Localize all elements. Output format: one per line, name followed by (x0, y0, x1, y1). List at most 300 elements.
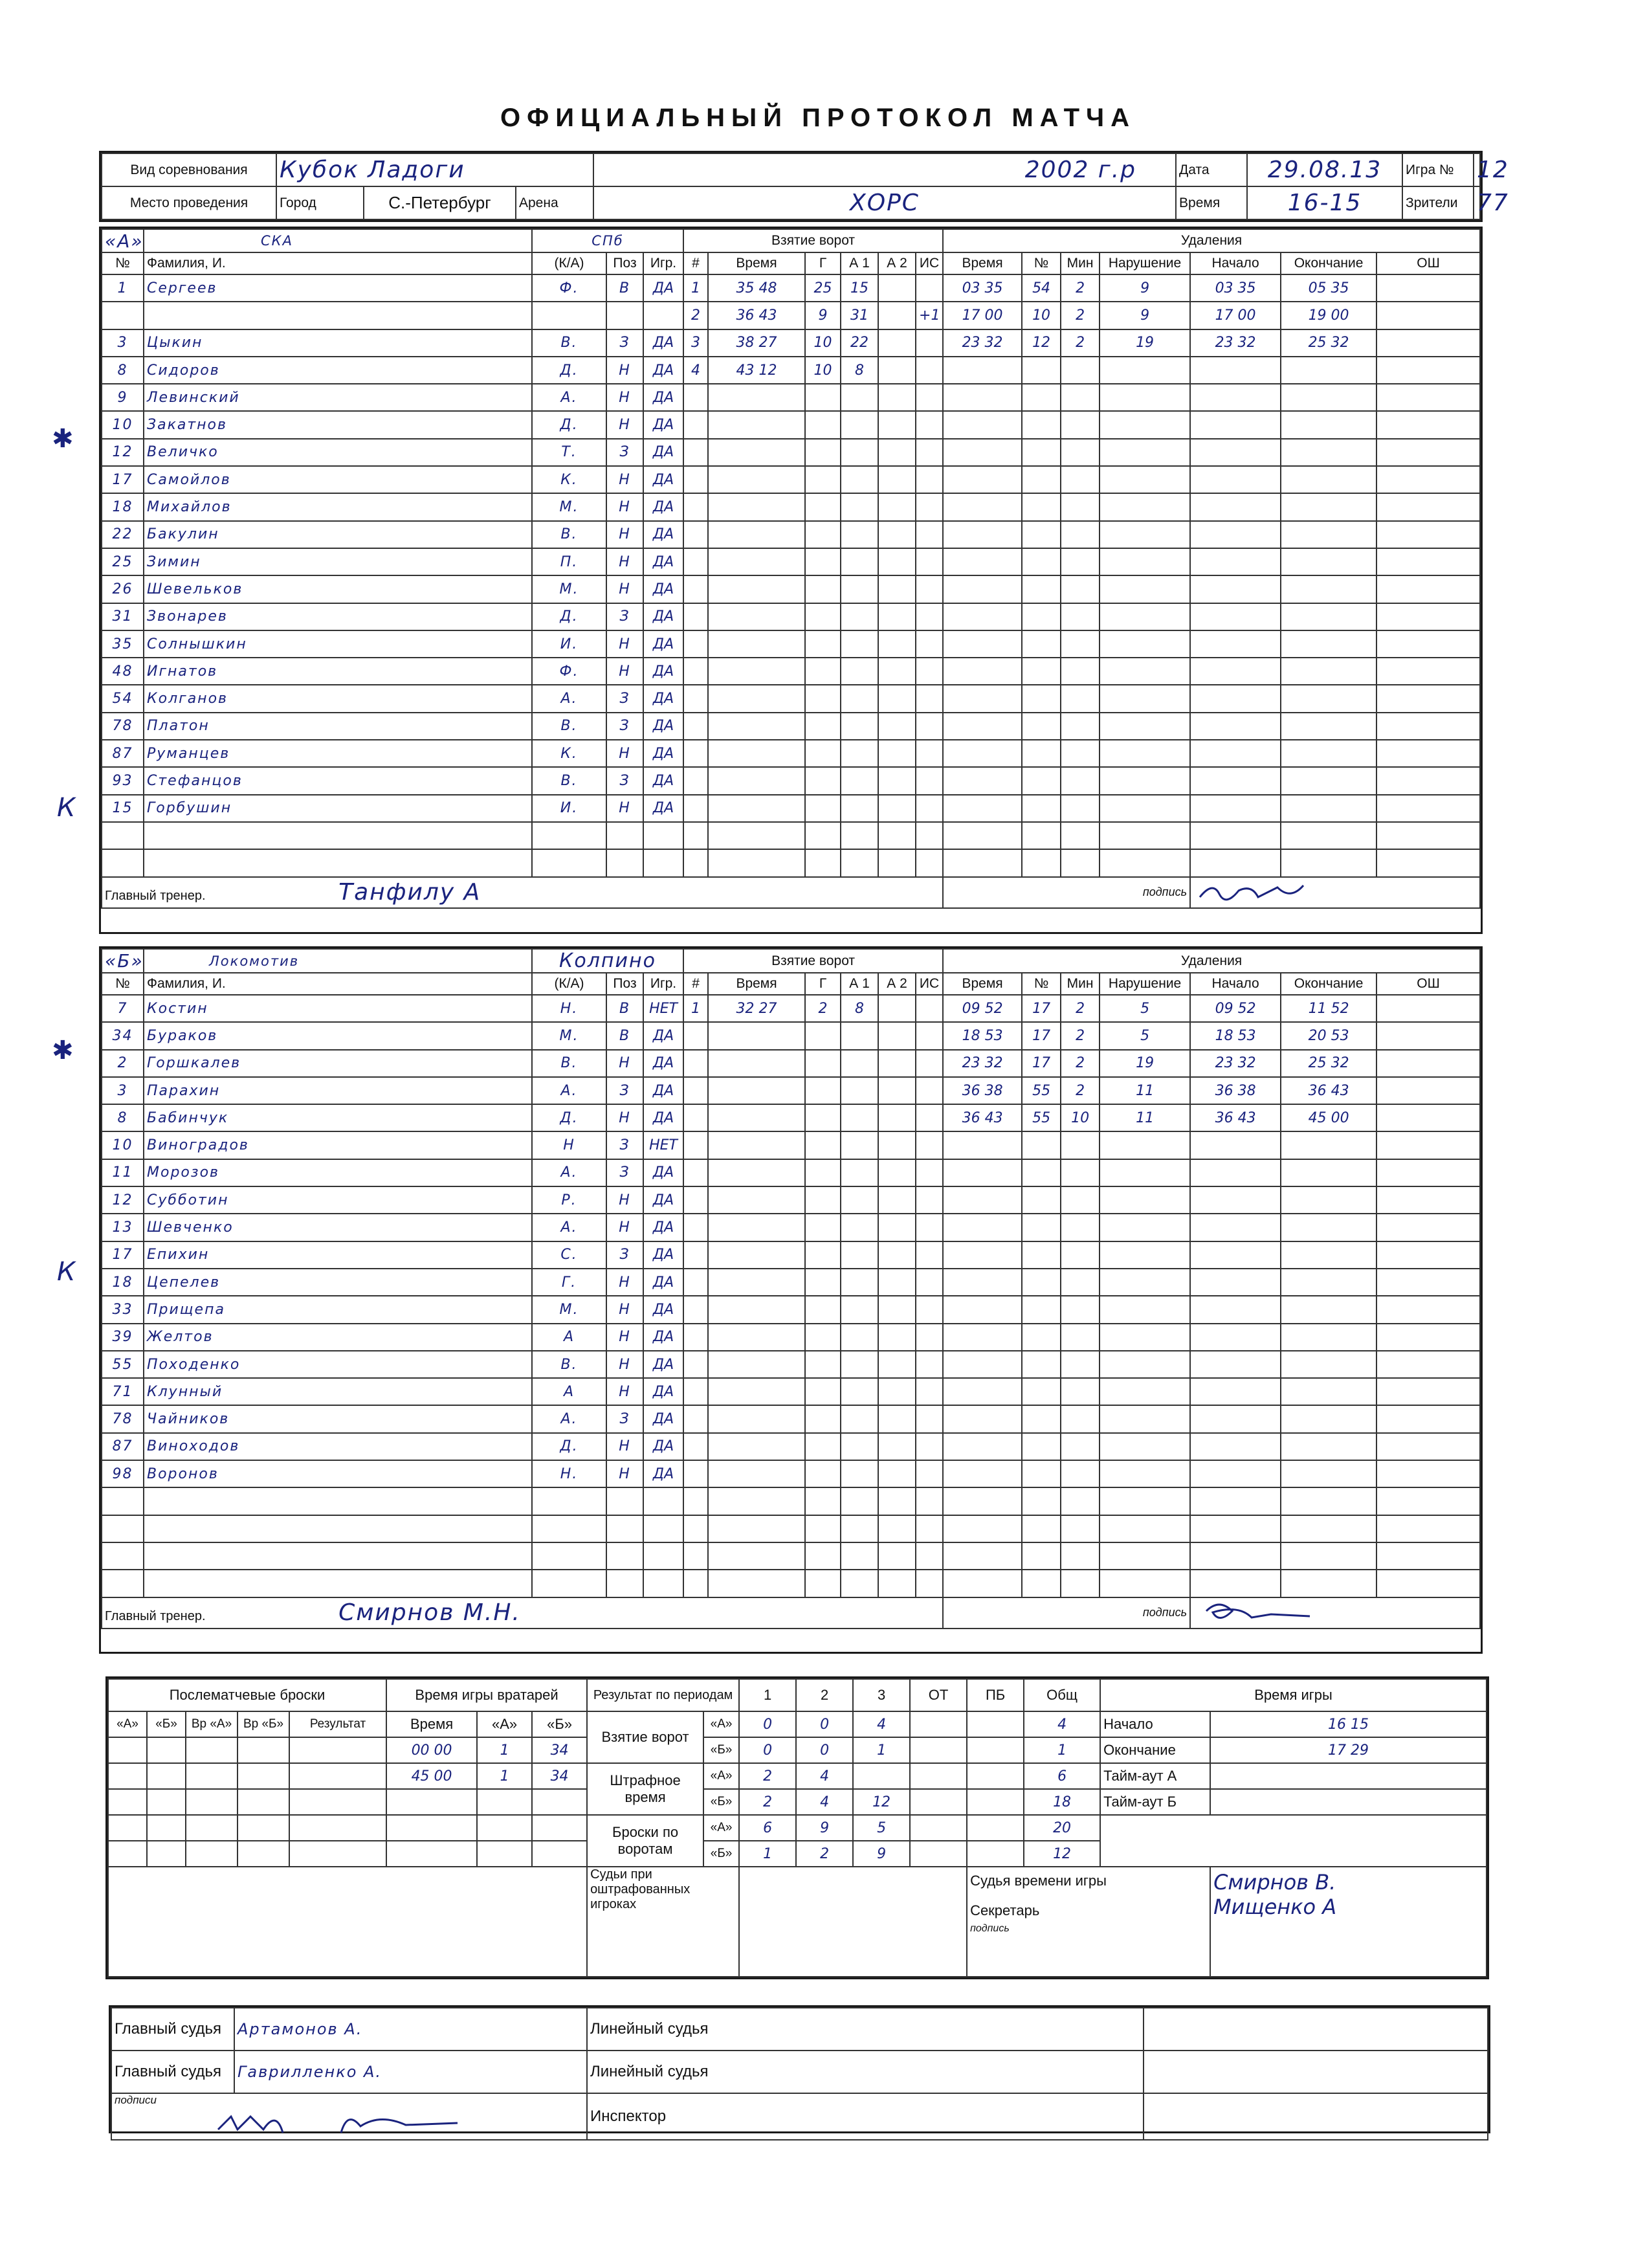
penalty-start[interactable]: 36 43 (1190, 1104, 1281, 1131)
goal-assist-2[interactable] (878, 357, 916, 384)
goal-assist-2[interactable] (878, 630, 916, 658)
team-b-coach-signature[interactable] (1190, 1597, 1480, 1629)
player-number[interactable]: 7 (102, 995, 144, 1022)
player-initial[interactable]: И. (532, 630, 606, 658)
penalty-player[interactable] (1022, 767, 1061, 794)
penalty-time[interactable] (943, 713, 1022, 740)
goal-scorer[interactable] (805, 1324, 841, 1351)
linesman-2-value[interactable] (1144, 2051, 1488, 2093)
goal-assist-1[interactable] (841, 1269, 878, 1296)
player-number[interactable]: 18 (102, 1269, 144, 1296)
penalty-start[interactable] (1190, 411, 1281, 438)
player-name[interactable]: Морозов (144, 1159, 532, 1186)
competition-value[interactable]: Кубок Ладоги (276, 153, 593, 186)
goal-situation[interactable]: +1 (916, 302, 943, 329)
goal-time[interactable] (708, 849, 805, 876)
goal-scorer[interactable] (805, 411, 841, 438)
player-played[interactable]: ДА (643, 1433, 683, 1460)
player-position[interactable]: Н (606, 493, 643, 520)
penalty-foul[interactable]: 5 (1100, 1022, 1190, 1049)
goal-assist-1[interactable] (841, 1515, 878, 1542)
goal-number[interactable] (683, 1433, 708, 1460)
penalty-time[interactable] (943, 439, 1022, 466)
pim-a-p2[interactable]: 4 (796, 1763, 853, 1789)
goal-assist-1[interactable] (841, 1214, 878, 1241)
player-played[interactable]: ДА (643, 548, 683, 575)
goal-situation[interactable] (916, 1542, 943, 1570)
penalty-osh[interactable] (1376, 658, 1480, 685)
goal-time[interactable] (708, 713, 805, 740)
penalty-foul[interactable] (1100, 1159, 1190, 1186)
penalty-osh[interactable] (1376, 357, 1480, 384)
goal-scorer[interactable] (805, 1241, 841, 1269)
player-number[interactable] (102, 1515, 144, 1542)
goal-assist-1[interactable] (841, 1324, 878, 1351)
penalty-time[interactable] (943, 822, 1022, 849)
pim-b-total[interactable]: 18 (1024, 1789, 1100, 1815)
goal-scorer[interactable] (805, 1296, 841, 1323)
gk-cell[interactable] (386, 1815, 477, 1841)
player-position[interactable]: Н (606, 548, 643, 575)
goal-assist-1[interactable]: 8 (841, 357, 878, 384)
goal-situation[interactable] (916, 1077, 943, 1104)
penalty-player[interactable]: 55 (1022, 1077, 1061, 1104)
goal-assist-1[interactable] (841, 493, 878, 520)
goal-number[interactable] (683, 1269, 708, 1296)
player-initial[interactable]: М. (532, 575, 606, 603)
penalty-start[interactable] (1190, 849, 1281, 876)
player-played[interactable]: ДА (643, 1405, 683, 1432)
goals-b-total[interactable]: 1 (1024, 1737, 1100, 1763)
team-b-city[interactable]: Колпино (532, 949, 683, 973)
goal-time[interactable] (708, 548, 805, 575)
goal-situation[interactable] (916, 1405, 943, 1432)
shootout-cell[interactable] (289, 1815, 386, 1841)
goal-scorer[interactable] (805, 1186, 841, 1214)
goal-scorer[interactable] (805, 1159, 841, 1186)
penalty-time[interactable] (943, 685, 1022, 712)
goal-time[interactable] (708, 1570, 805, 1597)
goal-assist-1[interactable] (841, 548, 878, 575)
penalty-start[interactable] (1190, 713, 1281, 740)
penalty-minutes[interactable]: 2 (1061, 329, 1100, 357)
player-played[interactable]: ДА (643, 575, 683, 603)
penalty-time[interactable] (943, 466, 1022, 493)
goal-situation[interactable] (916, 411, 943, 438)
goal-scorer[interactable] (805, 658, 841, 685)
shootout-cell[interactable] (108, 1763, 147, 1789)
shootout-cell[interactable] (186, 1737, 238, 1763)
penalty-time[interactable]: 18 53 (943, 1022, 1022, 1049)
penalty-osh[interactable] (1376, 1405, 1480, 1432)
player-initial[interactable]: П. (532, 548, 606, 575)
goal-number[interactable] (683, 439, 708, 466)
penalty-minutes[interactable] (1061, 1378, 1100, 1405)
goal-assist-2[interactable] (878, 1269, 916, 1296)
penalty-time[interactable] (943, 795, 1022, 822)
player-number[interactable]: 78 (102, 713, 144, 740)
goal-assist-1[interactable] (841, 1022, 878, 1049)
goal-scorer[interactable]: 10 (805, 329, 841, 357)
penalty-end[interactable]: 45 00 (1281, 1104, 1376, 1131)
penalty-start[interactable]: 23 32 (1190, 1050, 1281, 1077)
player-played[interactable]: ДА (643, 1351, 683, 1378)
penalty-minutes[interactable]: 10 (1061, 1104, 1100, 1131)
penalty-player[interactable] (1022, 575, 1061, 603)
goal-number[interactable] (683, 1241, 708, 1269)
penalty-foul[interactable]: 11 (1100, 1077, 1190, 1104)
goal-time[interactable]: 43 12 (708, 357, 805, 384)
goal-number[interactable] (683, 822, 708, 849)
player-initial[interactable]: А. (532, 1159, 606, 1186)
goal-scorer[interactable] (805, 713, 841, 740)
penalty-foul[interactable] (1100, 1487, 1190, 1515)
goal-assist-1[interactable] (841, 849, 878, 876)
player-number[interactable]: 15 (102, 795, 144, 822)
goal-scorer[interactable] (805, 521, 841, 548)
goal-number[interactable] (683, 1324, 708, 1351)
player-number[interactable]: 31 (102, 603, 144, 630)
penalty-foul[interactable] (1100, 767, 1190, 794)
penalty-foul[interactable] (1100, 795, 1190, 822)
goal-number[interactable] (683, 658, 708, 685)
shootout-cell[interactable] (289, 1737, 386, 1763)
player-name[interactable]: Сидоров (144, 357, 532, 384)
goal-time[interactable] (708, 795, 805, 822)
player-position[interactable]: Н (606, 575, 643, 603)
player-initial[interactable] (532, 1515, 606, 1542)
penalty-start[interactable]: 17 00 (1190, 302, 1281, 329)
goals-a-p1[interactable]: 0 (739, 1711, 796, 1737)
penalty-start[interactable] (1190, 1487, 1281, 1515)
penalty-foul[interactable] (1100, 384, 1190, 411)
player-position[interactable]: З (606, 1131, 643, 1159)
penalty-start[interactable]: 23 32 (1190, 329, 1281, 357)
player-position[interactable]: Н (606, 658, 643, 685)
penalty-end[interactable] (1281, 521, 1376, 548)
shootout-cell[interactable] (186, 1841, 238, 1867)
penalty-time[interactable] (943, 575, 1022, 603)
player-played[interactable]: ДА (643, 1269, 683, 1296)
player-played[interactable] (643, 1515, 683, 1542)
player-position[interactable]: Н (606, 630, 643, 658)
player-position[interactable]: Н (606, 466, 643, 493)
penalty-foul[interactable] (1100, 521, 1190, 548)
penalty-player[interactable] (1022, 357, 1061, 384)
penalty-player[interactable] (1022, 1542, 1061, 1570)
goal-number[interactable]: 2 (683, 302, 708, 329)
player-played[interactable]: ДА (643, 685, 683, 712)
player-name[interactable]: Солнышкин (144, 630, 532, 658)
penalty-time[interactable] (943, 658, 1022, 685)
goal-scorer[interactable] (805, 1515, 841, 1542)
player-played[interactable]: ДА (643, 630, 683, 658)
penalty-start[interactable] (1190, 1351, 1281, 1378)
penalty-start[interactable] (1190, 795, 1281, 822)
goal-assist-1[interactable] (841, 1104, 878, 1131)
penalty-osh[interactable] (1376, 795, 1480, 822)
goal-situation[interactable] (916, 1515, 943, 1542)
goal-scorer[interactable] (805, 384, 841, 411)
player-played[interactable]: ДА (643, 1077, 683, 1104)
player-name[interactable] (144, 1515, 532, 1542)
goal-situation[interactable] (916, 767, 943, 794)
penalty-foul[interactable] (1100, 548, 1190, 575)
goal-scorer[interactable] (805, 1351, 841, 1378)
goal-time[interactable] (708, 1378, 805, 1405)
goal-assist-1[interactable] (841, 384, 878, 411)
player-name[interactable]: Епихин (144, 1241, 532, 1269)
penalty-player[interactable] (1022, 1186, 1061, 1214)
shootout-cell[interactable] (289, 1789, 386, 1815)
player-name[interactable] (144, 849, 532, 876)
goal-assist-1[interactable] (841, 713, 878, 740)
goal-situation[interactable] (916, 822, 943, 849)
penalty-minutes[interactable] (1061, 822, 1100, 849)
goal-time[interactable] (708, 1104, 805, 1131)
goal-assist-2[interactable] (878, 1487, 916, 1515)
goal-assist-2[interactable] (878, 740, 916, 767)
player-position[interactable]: В (606, 274, 643, 302)
penalty-end[interactable] (1281, 357, 1376, 384)
penalty-player[interactable]: 10 (1022, 302, 1061, 329)
player-played[interactable]: ДА (643, 357, 683, 384)
player-number[interactable]: 48 (102, 658, 144, 685)
shots-b-p1[interactable]: 1 (739, 1841, 796, 1867)
goal-assist-1[interactable] (841, 1405, 878, 1432)
player-number[interactable]: 87 (102, 740, 144, 767)
goal-time[interactable] (708, 822, 805, 849)
goals-a-total[interactable]: 4 (1024, 1711, 1100, 1737)
penalty-osh[interactable] (1376, 329, 1480, 357)
penalty-time[interactable] (943, 357, 1022, 384)
penalty-osh[interactable] (1376, 466, 1480, 493)
gk-cell[interactable] (386, 1841, 477, 1867)
goal-situation[interactable] (916, 357, 943, 384)
player-number[interactable]: 54 (102, 685, 144, 712)
goals-b-p2[interactable]: 0 (796, 1737, 853, 1763)
player-name[interactable]: Цыкин (144, 329, 532, 357)
penalty-player[interactable] (1022, 1378, 1061, 1405)
goal-number[interactable] (683, 1487, 708, 1515)
penalty-end[interactable] (1281, 1433, 1376, 1460)
player-initial[interactable]: М. (532, 493, 606, 520)
penalty-foul[interactable]: 9 (1100, 302, 1190, 329)
goal-situation[interactable] (916, 685, 943, 712)
goal-assist-2[interactable] (878, 713, 916, 740)
goal-time[interactable] (708, 1460, 805, 1487)
penalty-foul[interactable] (1100, 822, 1190, 849)
penalty-minutes[interactable] (1061, 1296, 1100, 1323)
penalty-minutes[interactable] (1061, 1487, 1100, 1515)
player-played[interactable]: ДА (643, 795, 683, 822)
goal-scorer[interactable] (805, 466, 841, 493)
player-name[interactable]: Михайлов (144, 493, 532, 520)
player-name[interactable]: Бакулин (144, 521, 532, 548)
player-number[interactable]: 11 (102, 1159, 144, 1186)
penalty-player[interactable]: 55 (1022, 1104, 1061, 1131)
player-number[interactable] (102, 1570, 144, 1597)
player-position[interactable]: З (606, 713, 643, 740)
penalty-osh[interactable] (1376, 384, 1480, 411)
penalty-end[interactable] (1281, 767, 1376, 794)
penalty-foul[interactable] (1100, 493, 1190, 520)
player-position[interactable]: В (606, 1022, 643, 1049)
penalty-player[interactable] (1022, 713, 1061, 740)
goal-assist-2[interactable] (878, 658, 916, 685)
goal-scorer[interactable] (805, 603, 841, 630)
penalty-player[interactable] (1022, 740, 1061, 767)
goal-assist-1[interactable]: 31 (841, 302, 878, 329)
player-name[interactable]: Виноходов (144, 1433, 532, 1460)
goal-assist-2[interactable] (878, 603, 916, 630)
penalty-start[interactable] (1190, 1131, 1281, 1159)
penalty-end[interactable] (1281, 849, 1376, 876)
penalty-foul[interactable] (1100, 658, 1190, 685)
goal-time[interactable] (708, 1186, 805, 1214)
goal-assist-2[interactable] (878, 439, 916, 466)
penalty-end[interactable]: 25 32 (1281, 1050, 1376, 1077)
penalty-time[interactable]: 23 32 (943, 1050, 1022, 1077)
penalty-player[interactable] (1022, 1214, 1061, 1241)
penalty-osh[interactable] (1376, 1214, 1480, 1241)
goal-scorer[interactable]: 2 (805, 995, 841, 1022)
goal-assist-1[interactable] (841, 767, 878, 794)
penalty-osh[interactable] (1376, 575, 1480, 603)
goal-assist-2[interactable] (878, 1405, 916, 1432)
penalty-minutes[interactable] (1061, 521, 1100, 548)
penalty-time[interactable] (943, 521, 1022, 548)
penalty-osh[interactable] (1376, 274, 1480, 302)
penalty-osh[interactable] (1376, 1351, 1480, 1378)
player-played[interactable]: ДА (643, 439, 683, 466)
officials-values[interactable] (1210, 1867, 1487, 1977)
goal-assist-2[interactable] (878, 1460, 916, 1487)
goal-assist-1[interactable] (841, 439, 878, 466)
pim-b-p3[interactable]: 12 (853, 1789, 910, 1815)
player-number[interactable]: 55 (102, 1351, 144, 1378)
player-number[interactable]: 98 (102, 1460, 144, 1487)
goal-assist-2[interactable] (878, 1159, 916, 1186)
penalty-minutes[interactable] (1061, 466, 1100, 493)
goal-situation[interactable] (916, 548, 943, 575)
player-name[interactable] (144, 1570, 532, 1597)
goal-assist-2[interactable] (878, 1131, 916, 1159)
goal-situation[interactable] (916, 1159, 943, 1186)
player-played[interactable]: ДА (643, 1022, 683, 1049)
penalty-osh[interactable] (1376, 493, 1480, 520)
goal-scorer[interactable] (805, 1405, 841, 1432)
penalty-osh[interactable] (1376, 302, 1480, 329)
goal-scorer[interactable] (805, 1542, 841, 1570)
pim-b-p2[interactable]: 4 (796, 1789, 853, 1815)
penalty-player[interactable] (1022, 411, 1061, 438)
goal-time[interactable] (708, 1324, 805, 1351)
goal-assist-2[interactable] (878, 466, 916, 493)
penalty-foul[interactable] (1100, 439, 1190, 466)
penalty-player[interactable] (1022, 384, 1061, 411)
player-initial[interactable]: И. (532, 795, 606, 822)
penalty-end[interactable]: 05 35 (1281, 274, 1376, 302)
penalty-player[interactable]: 17 (1022, 1050, 1061, 1077)
penalty-minutes[interactable]: 2 (1061, 1050, 1100, 1077)
penalty-start[interactable] (1190, 1159, 1281, 1186)
penalty-minutes[interactable] (1061, 384, 1100, 411)
goal-time[interactable]: 38 27 (708, 329, 805, 357)
player-initial[interactable]: Н. (532, 995, 606, 1022)
goal-assist-1[interactable] (841, 1050, 878, 1077)
penalty-player[interactable]: 17 (1022, 995, 1061, 1022)
goal-situation[interactable] (916, 1104, 943, 1131)
penalty-foul[interactable] (1100, 1131, 1190, 1159)
pim-a-pb[interactable] (967, 1763, 1024, 1789)
shootout-cell[interactable] (108, 1815, 147, 1841)
penalty-end[interactable] (1281, 1159, 1376, 1186)
penalty-player[interactable]: 17 (1022, 1022, 1061, 1049)
shootout-cell[interactable] (108, 1789, 147, 1815)
penalty-end[interactable] (1281, 603, 1376, 630)
penalty-end[interactable]: 19 00 (1281, 302, 1376, 329)
goal-scorer[interactable] (805, 1378, 841, 1405)
goal-number[interactable] (683, 575, 708, 603)
city-value[interactable]: С.-Петербург (364, 186, 516, 219)
penalty-time[interactable] (943, 1542, 1022, 1570)
player-position[interactable]: Н (606, 1214, 643, 1241)
goal-scorer[interactable] (805, 822, 841, 849)
penalty-start[interactable] (1190, 822, 1281, 849)
penalty-osh[interactable] (1376, 767, 1480, 794)
goal-number[interactable]: 1 (683, 995, 708, 1022)
player-initial[interactable]: Д. (532, 411, 606, 438)
goal-scorer[interactable] (805, 740, 841, 767)
player-played[interactable]: ДА (643, 274, 683, 302)
goal-assist-2[interactable] (878, 1022, 916, 1049)
penalty-player[interactable] (1022, 1515, 1061, 1542)
penalty-osh[interactable] (1376, 1487, 1480, 1515)
penalty-player[interactable] (1022, 1324, 1061, 1351)
gk-cell[interactable] (532, 1841, 587, 1867)
goal-time[interactable] (708, 1241, 805, 1269)
penalty-end[interactable] (1281, 658, 1376, 685)
goals-b-p3[interactable]: 1 (853, 1737, 910, 1763)
goal-situation[interactable] (916, 1351, 943, 1378)
penalty-time[interactable]: 03 35 (943, 274, 1022, 302)
inspector-value[interactable] (1144, 2093, 1488, 2140)
player-number[interactable]: 18 (102, 493, 144, 520)
goal-scorer[interactable] (805, 1433, 841, 1460)
player-initial[interactable]: А. (532, 1077, 606, 1104)
player-name[interactable]: Колганов (144, 685, 532, 712)
penalty-player[interactable] (1022, 1351, 1061, 1378)
penalty-player[interactable] (1022, 603, 1061, 630)
goal-number[interactable] (683, 384, 708, 411)
player-initial[interactable]: Ф. (532, 274, 606, 302)
shootout-cell[interactable] (147, 1737, 186, 1763)
goal-situation[interactable] (916, 1241, 943, 1269)
penalty-start[interactable] (1190, 1186, 1281, 1214)
penalty-osh[interactable] (1376, 1131, 1480, 1159)
player-name[interactable]: Горбушин (144, 795, 532, 822)
goal-number[interactable] (683, 466, 708, 493)
player-position[interactable]: Н (606, 521, 643, 548)
player-number[interactable]: 33 (102, 1296, 144, 1323)
penalty-start[interactable] (1190, 1378, 1281, 1405)
pim-b-p1[interactable]: 2 (739, 1789, 796, 1815)
player-number[interactable]: 12 (102, 439, 144, 466)
penalty-osh[interactable] (1376, 1378, 1480, 1405)
shots-a-total[interactable]: 20 (1024, 1815, 1100, 1841)
goal-time[interactable]: 36 43 (708, 302, 805, 329)
